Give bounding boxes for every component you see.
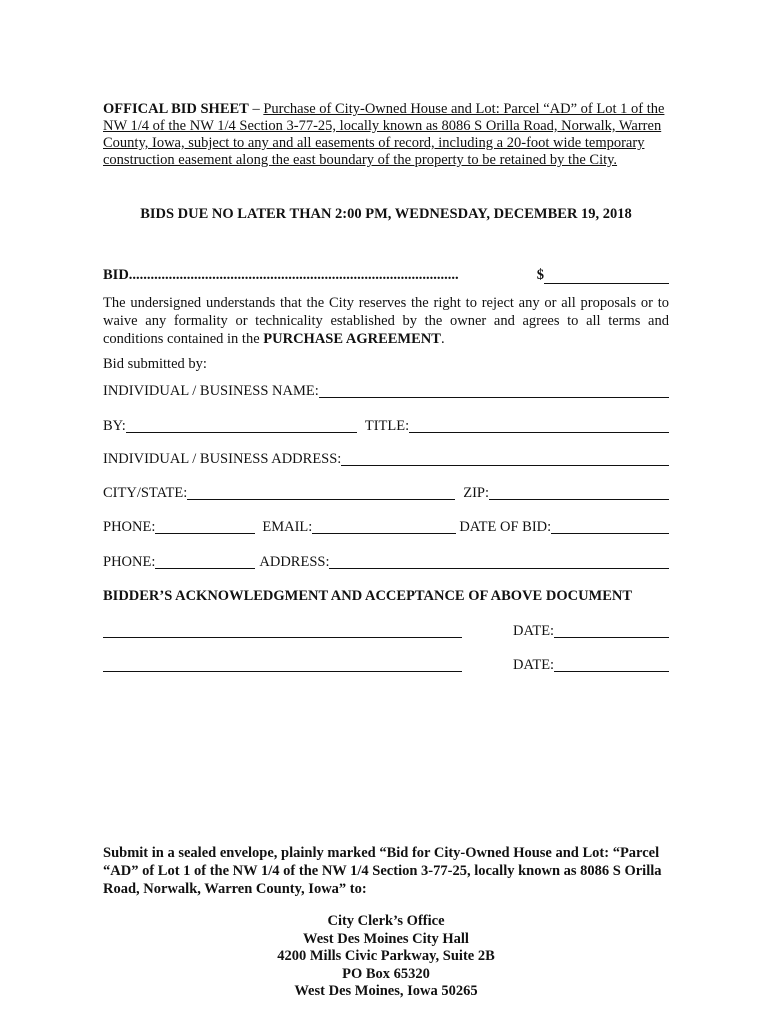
signature-row-2 [103, 657, 669, 674]
city-state-field[interactable] [187, 485, 455, 500]
name-field[interactable] [319, 383, 669, 398]
city-zip-row [103, 485, 669, 502]
by-title-row [103, 418, 669, 435]
acknowledgment-heading: BIDDER’S ACKNOWLEDGMENT AND ACCEPTANCE OF ABOVE DOCUMENT [103, 588, 633, 604]
zip-field[interactable] [489, 485, 669, 500]
title-label: TITLE: [364, 418, 410, 434]
date-of-bid-field[interactable] [551, 519, 669, 534]
business-address-label: INDIVIDUAL / BUSINESS ADDRESS: [103, 451, 342, 467]
bid-amount-field[interactable] [544, 269, 669, 284]
address-row [103, 451, 669, 468]
phone-email-row [103, 519, 669, 536]
name-row [103, 383, 669, 400]
heading-title: OFFICAL BID SHEET [103, 101, 249, 117]
bid-dots: ........................................................................................... [128, 267, 459, 283]
date-label-2: DATE: [513, 657, 555, 673]
email-label: EMAIL: [262, 519, 313, 535]
bid-label: BID [103, 267, 129, 283]
phone-label: PHONE: [103, 519, 156, 535]
email-field[interactable] [312, 519, 456, 534]
dollar-sign: $ [536, 267, 545, 283]
terms-text: The undersigned understands that the City reserves the right to reject any or all proposals or to waive any formality or technicality established by the owner and agrees to all terms and conditions contained in the [103, 295, 669, 347]
mailing-address [103, 913, 669, 1001]
phone-field[interactable] [155, 519, 255, 534]
signature-field-2[interactable] [103, 657, 462, 672]
by-field[interactable] [126, 418, 357, 433]
date-field-1[interactable] [554, 623, 669, 638]
name-label: INDIVIDUAL / BUSINESS NAME: [103, 383, 319, 399]
address-line-2: West Des Moines City Hall [303, 930, 469, 947]
address2-field[interactable] [329, 554, 669, 569]
submit-instructions: Submit in a sealed envelope, plainly marked “Bid for City-Owned House and Lot: “Parcel “AD” of Lot 1 of the NW 1/4 of the NW 1/4 Section 3-77-25, locally known as 8086 S Orilla Road, Norwalk, Warren County, Iowa” to: [103, 845, 662, 897]
zip-label: ZIP: [463, 485, 490, 501]
heading-dash: – [248, 101, 264, 117]
phone2-label: PHONE: [103, 554, 156, 570]
document-heading [103, 101, 669, 169]
address-line-3: 4200 Mills Civic Parkway, Suite 2B [277, 948, 495, 964]
address2-label: ADDRESS: [259, 554, 330, 570]
bid-amount-line [103, 267, 669, 284]
business-address-field[interactable] [341, 451, 669, 466]
terms-paragraph [103, 294, 669, 348]
signature-field-1[interactable] [103, 623, 462, 638]
terms-end: . [440, 331, 445, 347]
heading-description: Purchase of City-Owned House and Lot: Parcel “AD” of Lot 1 of the NW 1/4 of the NW 1/4 Section 3-77-25, locally known as 8086 S Orilla Road, Norwalk, Warren County, Iowa, subject to any and all easements of record, including a 20-foot wide temporary construction easement along the east boundary of the property to be retained by the City. [103, 101, 665, 168]
date-field-2[interactable] [554, 657, 669, 672]
address-line-4: PO Box 65320 [342, 965, 430, 982]
city-state-label: CITY/STATE: [103, 485, 188, 501]
date-label-1: DATE: [513, 623, 555, 639]
purchase-agreement-text: PURCHASE AGREEMENT [263, 331, 441, 347]
title-field[interactable] [409, 418, 669, 433]
address-line-1: City Clerk’s Office [327, 913, 445, 929]
date-of-bid-label: DATE OF BID: [459, 519, 552, 535]
bid-submitted-by-label: Bid submitted by: [103, 356, 207, 372]
address-line-5: West Des Moines, Iowa 50265 [294, 983, 478, 999]
signature-row-1 [103, 623, 669, 640]
bids-due-notice: BIDS DUE NO LATER THAN 2:00 PM, WEDNESDAY, DECEMBER 19, 2018 [140, 206, 632, 222]
phone-address-row [103, 554, 669, 571]
phone2-field[interactable] [155, 554, 255, 569]
by-label: BY: [103, 418, 126, 434]
